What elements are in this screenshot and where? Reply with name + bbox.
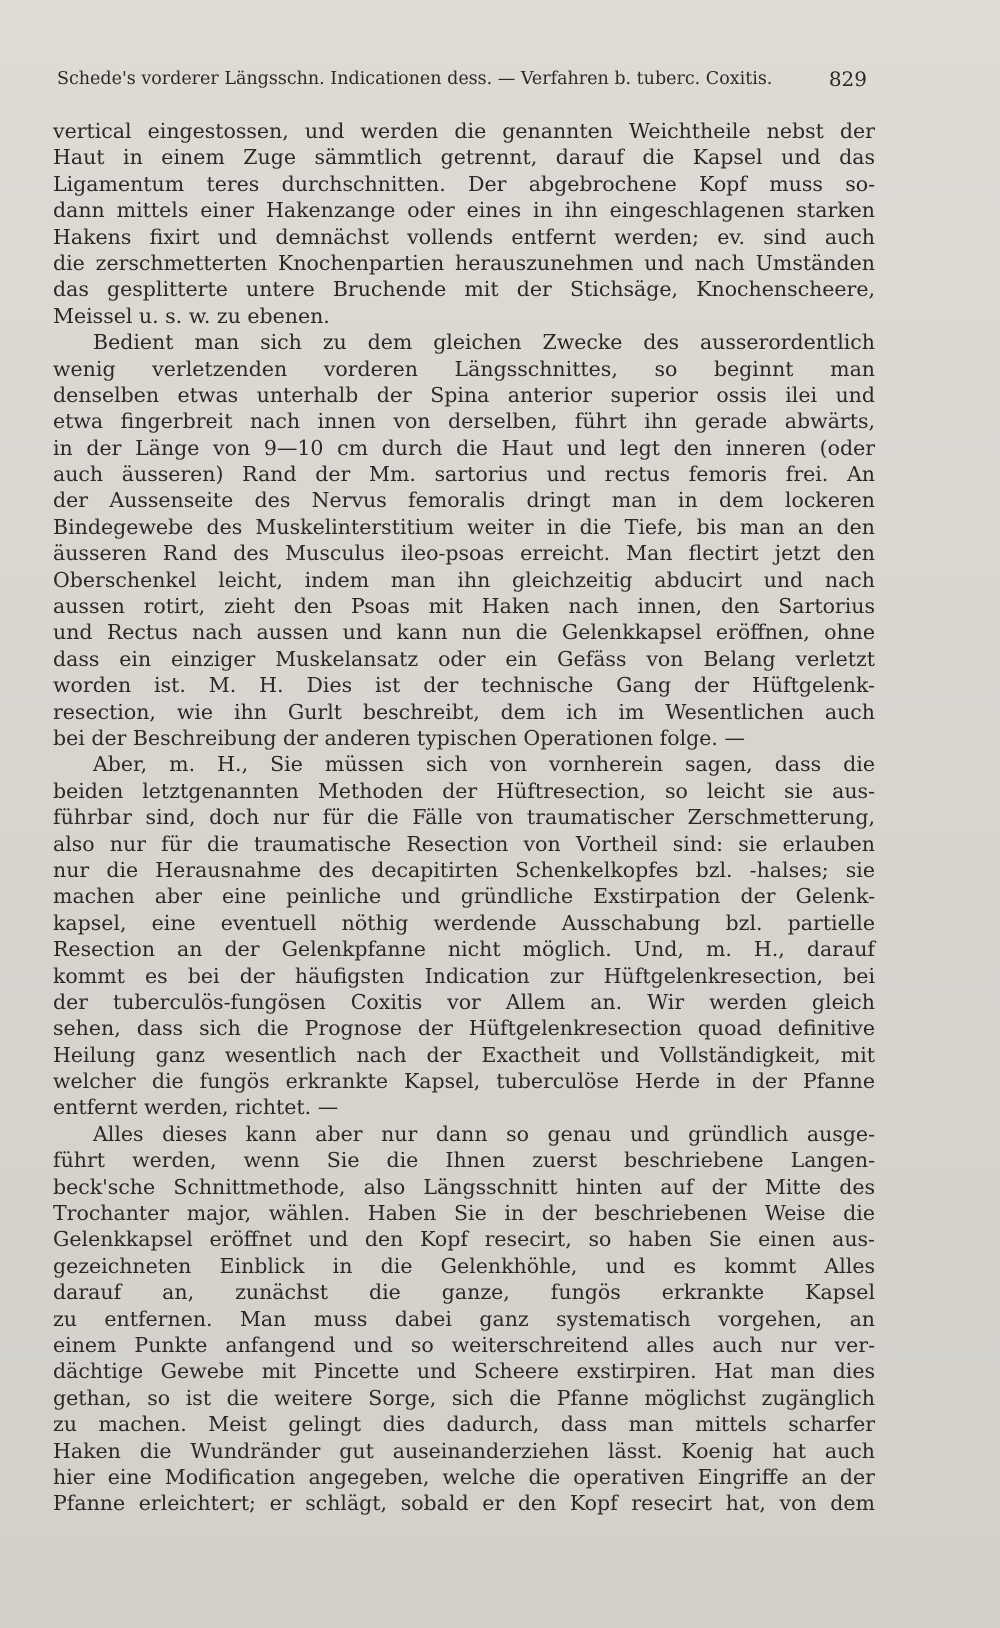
text-line: dass ein einziger Muskelansatz oder ein Gefäss von Belang verletzt bbox=[53, 646, 875, 671]
text-line: wenig verletzenden vorderen Längsschnittes, so beginnt man bbox=[53, 356, 875, 381]
text-line: Resection an der Gelenkpfanne nicht möglich. Und, m. H., darauf bbox=[53, 937, 875, 962]
text-line: sehen, dass sich die Prognose der Hüftgelenkresection quoad definitive bbox=[53, 1016, 875, 1041]
text-line: Hakens fixirt und demnächst vollends entfernt werden; ev. sind auch bbox=[53, 224, 875, 249]
text-line: machen aber eine peinliche und gründliche Exstirpation der Gelenk- bbox=[53, 884, 875, 909]
text-line: entfernt werden, richtet. — bbox=[53, 1095, 339, 1120]
text-line: Alles dieses kann aber nur dann so genau und gründlich ausge- bbox=[93, 1121, 875, 1146]
text-line: Bindegewebe des Muskelinterstitium weiter in die Tiefe, bis man an den bbox=[53, 514, 875, 539]
text-line: vertical eingestossen, und werden die genannten Weichtheile nebst der bbox=[53, 119, 875, 143]
text-line: die zerschmetterten Knochenpartien herauszunehmen und nach Umständen bbox=[53, 250, 875, 275]
text-line: beck'sche Schnittmethode, also Längsschnitt hinten auf der Mitte des bbox=[53, 1174, 875, 1199]
text-line: Aber, m. H., Sie müssen sich von vornherein sagen, dass die bbox=[93, 752, 875, 777]
text-line: führbar sind, doch nur für die Fälle von traumatischer Zerschmetterung, bbox=[53, 805, 875, 830]
text-line: Haut in einem Zuge sämmtlich getrennt, darauf die Kapsel und das bbox=[53, 145, 875, 170]
text-line: einem Punkte anfangend und so weiterschreitend alles auch nur ver- bbox=[53, 1332, 875, 1357]
text-line: beiden letztgenannten Methoden der Hüftresection, so leicht sie aus- bbox=[53, 778, 875, 803]
page-header bbox=[57, 64, 867, 94]
text-line: welcher die fungös erkrankte Kapsel, tuberculöse Herde in der Pfanne bbox=[53, 1069, 875, 1094]
page-number: 829 bbox=[828, 67, 867, 91]
text-line: etwa fingerbreit nach innen von derselben, führt ihn gerade abwärts, bbox=[53, 409, 875, 434]
text-line: resection, wie ihn Gurlt beschreibt, dem ich im Wesentlichen auch bbox=[53, 699, 875, 724]
text-line: nur die Herausnahme des decapitirten Schenkelkopfes bzl. -halses; sie bbox=[53, 857, 875, 882]
text-line: worden ist. M. H. Dies ist der technische Gang der Hüftgelenk- bbox=[53, 673, 875, 698]
text-line: aussen rotirt, zieht den Psoas mit Haken nach innen, den Sartorius bbox=[53, 594, 875, 619]
text-line: Oberschenkel leicht, indem man ihn gleichzeitig abducirt und nach bbox=[53, 567, 875, 592]
text-line: in der Länge von 9—10 cm durch die Haut und legt den inneren (oder bbox=[53, 435, 875, 460]
text-line: Haken die Wundränder gut auseinanderziehen lässt. Koenig hat auch bbox=[53, 1438, 875, 1463]
text-line: gezeichneten Einblick in die Gelenkhöhle, und es kommt Alles bbox=[53, 1253, 875, 1278]
text-line: kommt es bei der häufigsten Indication zur Hüftgelenkresection, bei bbox=[53, 963, 875, 988]
text-line: gethan, so ist die weitere Sorge, sich die Pfanne möglichst zugänglich bbox=[53, 1385, 875, 1410]
text-line: bei der Beschreibung der anderen typischen Operationen folge. — bbox=[53, 725, 745, 750]
text-line: dächtige Gewebe mit Pincette und Scheere exstirpiren. Hat man dies bbox=[53, 1359, 875, 1384]
text-line: dann mittels einer Hakenzange oder eines in ihn eingeschlagenen starken bbox=[53, 198, 875, 223]
text-line: kapsel, eine eventuell nöthig werdende Ausschabung bzl. partielle bbox=[53, 910, 875, 935]
text-line: der tuberculös-fungösen Coxitis vor Allem an. Wir werden gleich bbox=[53, 989, 875, 1014]
text-line: zu entfernen. Man muss dabei ganz systematisch vorgehen, an bbox=[53, 1306, 875, 1331]
text-line: also nur für die traumatische Resection von Vortheil sind: sie erlauben bbox=[53, 831, 875, 856]
text-line: führt werden, wenn Sie die Ihnen zuerst beschriebene Langen- bbox=[53, 1148, 875, 1173]
running-head: Schede's vorderer Längsschn. Indicationen dess. — Verfahren b. tuberc. Coxitis. bbox=[57, 69, 773, 89]
text-line: Trochanter major, wählen. Haben Sie in der beschriebenen Weise die bbox=[53, 1201, 875, 1226]
text-line: zu machen. Meist gelingt dies dadurch, dass man mittels scharfer bbox=[53, 1412, 875, 1437]
text-line: der Aussenseite des Nervus femoralis dringt man in dem lockeren bbox=[53, 488, 875, 513]
text-line: Ligamentum teres durchschnitten. Der abgebrochene Kopf muss so- bbox=[53, 171, 875, 196]
text-line: darauf an, zunächst die ganze, fungös erkrankte Kapsel bbox=[53, 1280, 875, 1305]
text-line: äusseren Rand des Musculus ileo-psoas erreicht. Man flectirt jetzt den bbox=[53, 541, 875, 566]
text-line: Gelenkkapsel eröffnet und den Kopf resecirt, so haben Sie einen aus- bbox=[53, 1227, 875, 1252]
text-line: Pfanne erleichtert; er schlägt, sobald er den Kopf resecirt hat, von dem bbox=[53, 1491, 875, 1516]
text-line: Meissel u. s. w. zu ebenen. bbox=[53, 303, 330, 328]
body-text bbox=[53, 118, 875, 1517]
text-line: auch äusseren) Rand der Mm. sartorius und rectus femoris frei. An bbox=[53, 462, 875, 487]
text-line: Heilung ganz wesentlich nach der Exactheit und Vollständigkeit, mit bbox=[53, 1042, 875, 1067]
text-line: und Rectus nach aussen und kann nun die Gelenkkapsel eröffnen, ohne bbox=[53, 620, 875, 645]
text-line: Bedient man sich zu dem gleichen Zwecke des ausserordentlich bbox=[93, 330, 875, 355]
text-line: denselben etwas unterhalb der Spina anterior superior ossis ilei und bbox=[53, 382, 875, 407]
text-line: das gesplitterte untere Bruchende mit der Stichsäge, Knochenscheere, bbox=[53, 277, 875, 302]
text-line: hier eine Modification angegeben, welche die operativen Eingriffe an der bbox=[53, 1464, 875, 1489]
